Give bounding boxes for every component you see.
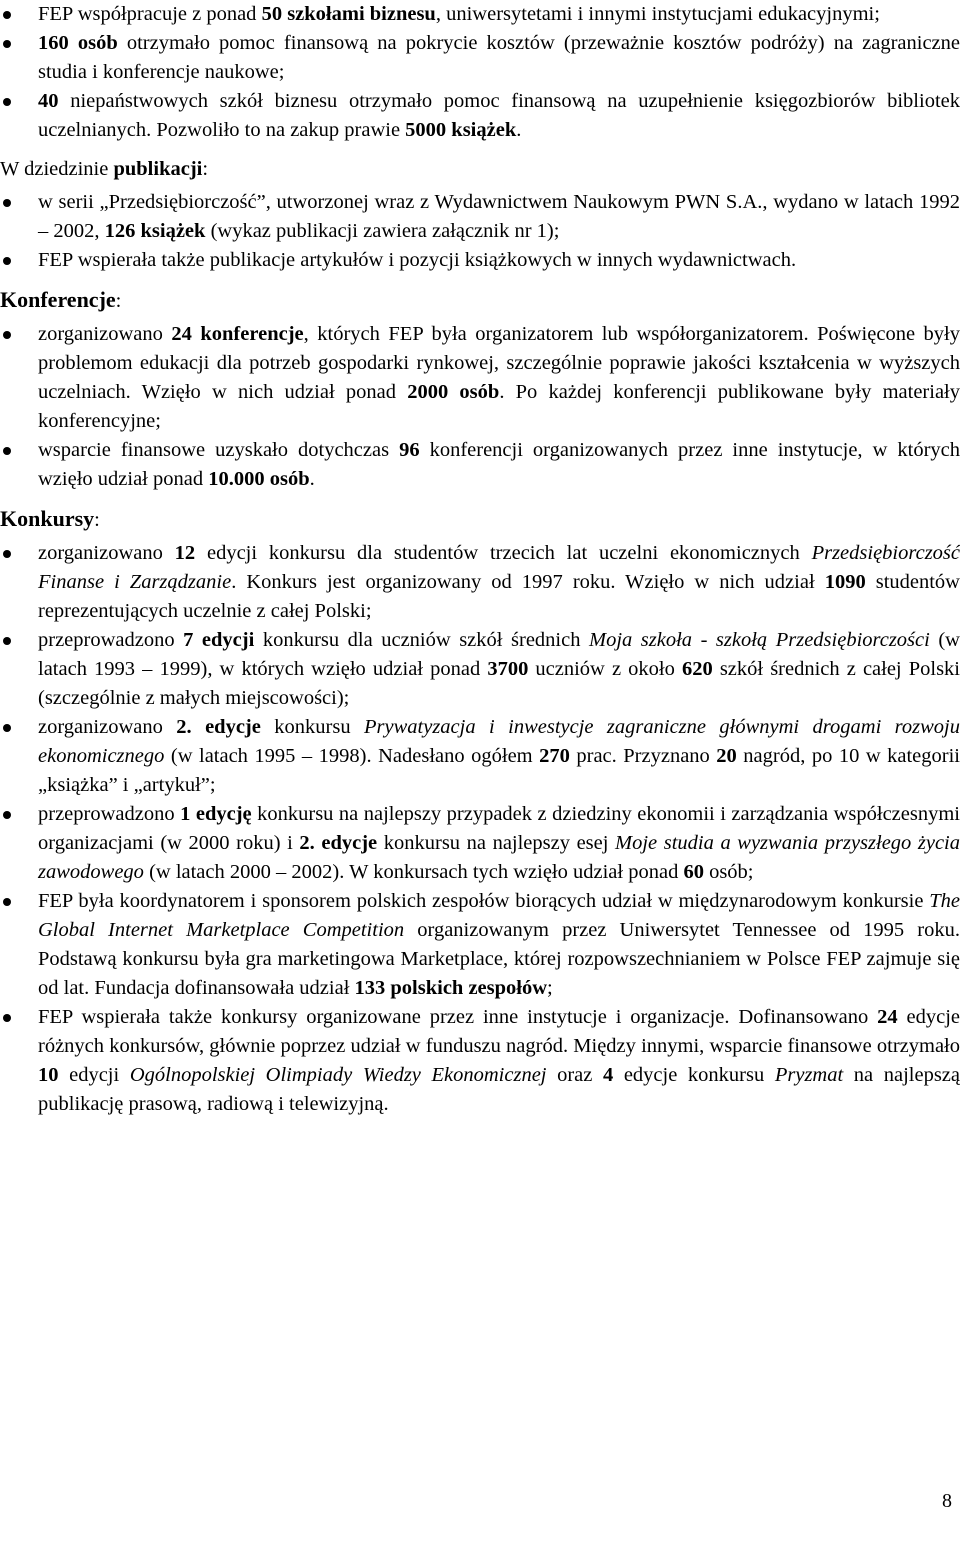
text-run: FEP wspierała także publikacje artykułów i pozycji książkowych w innych wydawnictwach. bbox=[38, 249, 797, 271]
bold-text: 24 konferencje bbox=[171, 323, 304, 345]
text-run: studentów reprezentujących uczelnie z całej Polski; bbox=[38, 571, 960, 622]
italic-text: Moja szkoła - szkołą Przedsiębiorczości bbox=[589, 629, 930, 651]
list-item bbox=[0, 188, 960, 246]
text-run: w serii „Przedsiębiorczość”, utworzonej wraz z Wydawnictwem Naukowym PWN S.A., wydano w latach 1992 – 2002, bbox=[38, 191, 960, 242]
list-item bbox=[0, 246, 960, 275]
heading-contests-colon: : bbox=[94, 509, 100, 531]
text-run: . Po każdej konferencji publikowane były materiały konferencyjne; bbox=[38, 381, 960, 432]
list-item bbox=[0, 87, 960, 145]
text-run: FEP była koordynatorem i sponsorem polskich zespołów biorących udział w międzynarodowym konkursie bbox=[38, 890, 930, 912]
list-item bbox=[0, 320, 960, 436]
text-run: konferencji organizowanych przez inne instytucje, w których wzięło udział ponad bbox=[38, 439, 960, 490]
text-run: . Konkurs jest organizowany od 1997 roku. Wzięło w nich udział bbox=[231, 571, 825, 593]
bold-text: 96 bbox=[399, 439, 420, 461]
heading-conferences-colon: : bbox=[115, 290, 122, 312]
text-run: uczniów z około bbox=[528, 658, 682, 680]
text-run: (w latach 1995 – 1998). Nadesłano ogółem bbox=[164, 745, 540, 767]
bold-text: 4 bbox=[602, 1064, 614, 1086]
list-item bbox=[0, 539, 960, 626]
text-run: zorganizowano bbox=[38, 542, 175, 564]
bold-text: 126 książek bbox=[104, 220, 206, 242]
text-run: edycji konkursu dla studentów trzecich lat uczelni ekonomicznych bbox=[195, 542, 812, 564]
text-run: konkursu na najlepszy esej bbox=[377, 832, 616, 854]
text-run: . bbox=[516, 119, 522, 141]
italic-text: Przedsiębiorczość Finanse i Zarządzanie bbox=[38, 542, 960, 593]
text-run: edycje różnych konkursów, głównie poprzez udział w funduszu nagród. Między innymi, wsparcie finansowe otrzymało bbox=[38, 1006, 960, 1057]
list-item bbox=[0, 713, 960, 800]
italic-text: The Global Internet Marketplace Competition bbox=[38, 890, 960, 941]
text-run: konkursu na najlepszy przypadek z dziedziny ekonomii i zarządzania współczesnymi organizacjami (w 2000 roku) i bbox=[38, 803, 960, 854]
text-run: zorganizowano bbox=[38, 323, 172, 345]
text-run: zorganizowano bbox=[38, 716, 177, 738]
text-run: FEP współpracuje z ponad bbox=[38, 3, 262, 25]
bold-text: 2000 osób bbox=[407, 381, 500, 403]
heading-contests bbox=[0, 504, 960, 535]
bold-text: 2. edycje bbox=[176, 716, 261, 738]
text-run: przeprowadzono bbox=[38, 629, 184, 651]
heading-publications-prefix: W dziedzinie bbox=[0, 158, 114, 180]
page-number: 8 bbox=[942, 1490, 952, 1512]
italic-text: Pryzmat bbox=[774, 1064, 844, 1086]
list-item bbox=[0, 887, 960, 1003]
text-run: ; bbox=[547, 977, 553, 999]
list-item bbox=[0, 626, 960, 713]
text-run: osób; bbox=[703, 861, 754, 883]
bold-text: 2. edycje bbox=[299, 832, 378, 854]
list-item bbox=[0, 1003, 960, 1119]
text-run: FEP wspierała także konkursy organizowane przez inne instytucje i organizacje. Dofinansowano bbox=[38, 1006, 878, 1028]
heading-publications-title: publikacji bbox=[113, 158, 203, 180]
bold-text: 40 bbox=[38, 90, 59, 112]
bold-text: 24 bbox=[877, 1006, 898, 1028]
text-run: edycje konkursu bbox=[613, 1064, 775, 1086]
italic-text: Moje studia a wyzwania przyszłego życia zawodowego bbox=[38, 832, 960, 883]
list-item bbox=[0, 436, 960, 494]
text-run: (wykaz publikacji zawiera załącznik nr 1); bbox=[205, 220, 560, 242]
text-run: nagród, po 10 w kategorii „książka” i „artykuł”; bbox=[38, 745, 960, 796]
list-item bbox=[0, 800, 960, 887]
bold-text: 60 bbox=[683, 861, 704, 883]
bold-text: 1090 bbox=[824, 571, 866, 593]
text-run: konkursu bbox=[260, 716, 364, 738]
text-run: , uniwersytetami i innymi instytucjami edukacyjnymi; bbox=[435, 3, 880, 25]
list-publications bbox=[0, 188, 960, 275]
heading-conferences bbox=[0, 285, 960, 316]
bold-text: 12 bbox=[174, 542, 196, 564]
list-contests bbox=[0, 539, 960, 1119]
heading-contests-title: Konkursy bbox=[0, 506, 95, 531]
list-partnerships bbox=[0, 0, 960, 145]
bold-text: 160 osób bbox=[38, 32, 118, 54]
text-run: szkół średnich z całej Polski (szczególnie z małych miejscowości); bbox=[38, 658, 960, 709]
text-run: niepaństwowych szkół biznesu otrzymało pomoc finansową na uzupełnienie księgozbiorów bibliotek uczelnianych. Pozwoliło to na zakup prawie bbox=[38, 90, 960, 141]
text-run: wsparcie finansowe uzyskało dotychczas bbox=[38, 439, 400, 461]
text-run: na najlepszą publikację prasową, radiową i telewizyjną. bbox=[38, 1064, 960, 1115]
heading-publications-colon: : bbox=[202, 158, 209, 180]
bold-text: 10.000 osób bbox=[208, 468, 310, 490]
heading-publications bbox=[0, 155, 960, 184]
bold-text: 1 edycję bbox=[180, 803, 252, 825]
bold-text: 133 polskich zespołów bbox=[354, 977, 548, 999]
heading-conferences-title: Konferencje bbox=[0, 287, 116, 312]
text-run: konkursu dla uczniów szkół średnich bbox=[254, 629, 589, 651]
italic-text: Prywatyzacja i inwestycje zagraniczne głównymi drogami rozwoju ekonomicznego bbox=[38, 716, 960, 767]
text-run: organizowanym przez Uniwersytet Tennessee od 1995 roku. Podstawą konkursu była gra marketingowa Marketplace, której rozpowszechnianiem w Polsce FEP zajmuje się od lat. Fundacja dofinansowała udział bbox=[38, 919, 960, 999]
text-run: edycji bbox=[58, 1064, 130, 1086]
bold-text: 20 bbox=[716, 745, 737, 767]
bold-text: 50 szkołami biznesu bbox=[261, 3, 436, 25]
text-run: (w latach 1993 – 1999), w których wzięło udział ponad bbox=[38, 629, 960, 680]
list-item bbox=[0, 0, 960, 29]
bold-text: 7 edycji bbox=[183, 629, 255, 651]
bold-text: 270 bbox=[539, 745, 570, 767]
text-run: otrzymało pomoc finansową na pokrycie kosztów (przeważnie kosztów podróży) na zagraniczne studia i konferencje naukowe; bbox=[38, 32, 960, 83]
bold-text: 620 bbox=[681, 658, 713, 680]
bold-text: 3700 bbox=[487, 658, 529, 680]
text-run: . bbox=[309, 468, 315, 490]
italic-text: Ogólnopolskiej Olimpiady Wiedzy Ekonomicznej bbox=[129, 1064, 547, 1086]
text-run: (w latach 2000 – 2002). W konkursach tych wzięło udział ponad bbox=[143, 861, 684, 883]
text-run: przeprowadzono bbox=[38, 803, 181, 825]
text-run: , których FEP była organizatorem lub współorganizatorem. Poświęcone były problemom edukacji dla potrzeb gospodarki rynkowej, szczególnie poprawie jakości kształcenia w wyższych uczelniach. Wzięło w nich udział ponad bbox=[38, 323, 960, 403]
list-item bbox=[0, 29, 960, 87]
bold-text: 10 bbox=[38, 1064, 59, 1086]
list-conferences bbox=[0, 320, 960, 494]
bold-text: 5000 książek bbox=[405, 119, 517, 141]
text-run: prac. Przyznano bbox=[569, 745, 717, 767]
text-run: oraz bbox=[546, 1064, 603, 1086]
